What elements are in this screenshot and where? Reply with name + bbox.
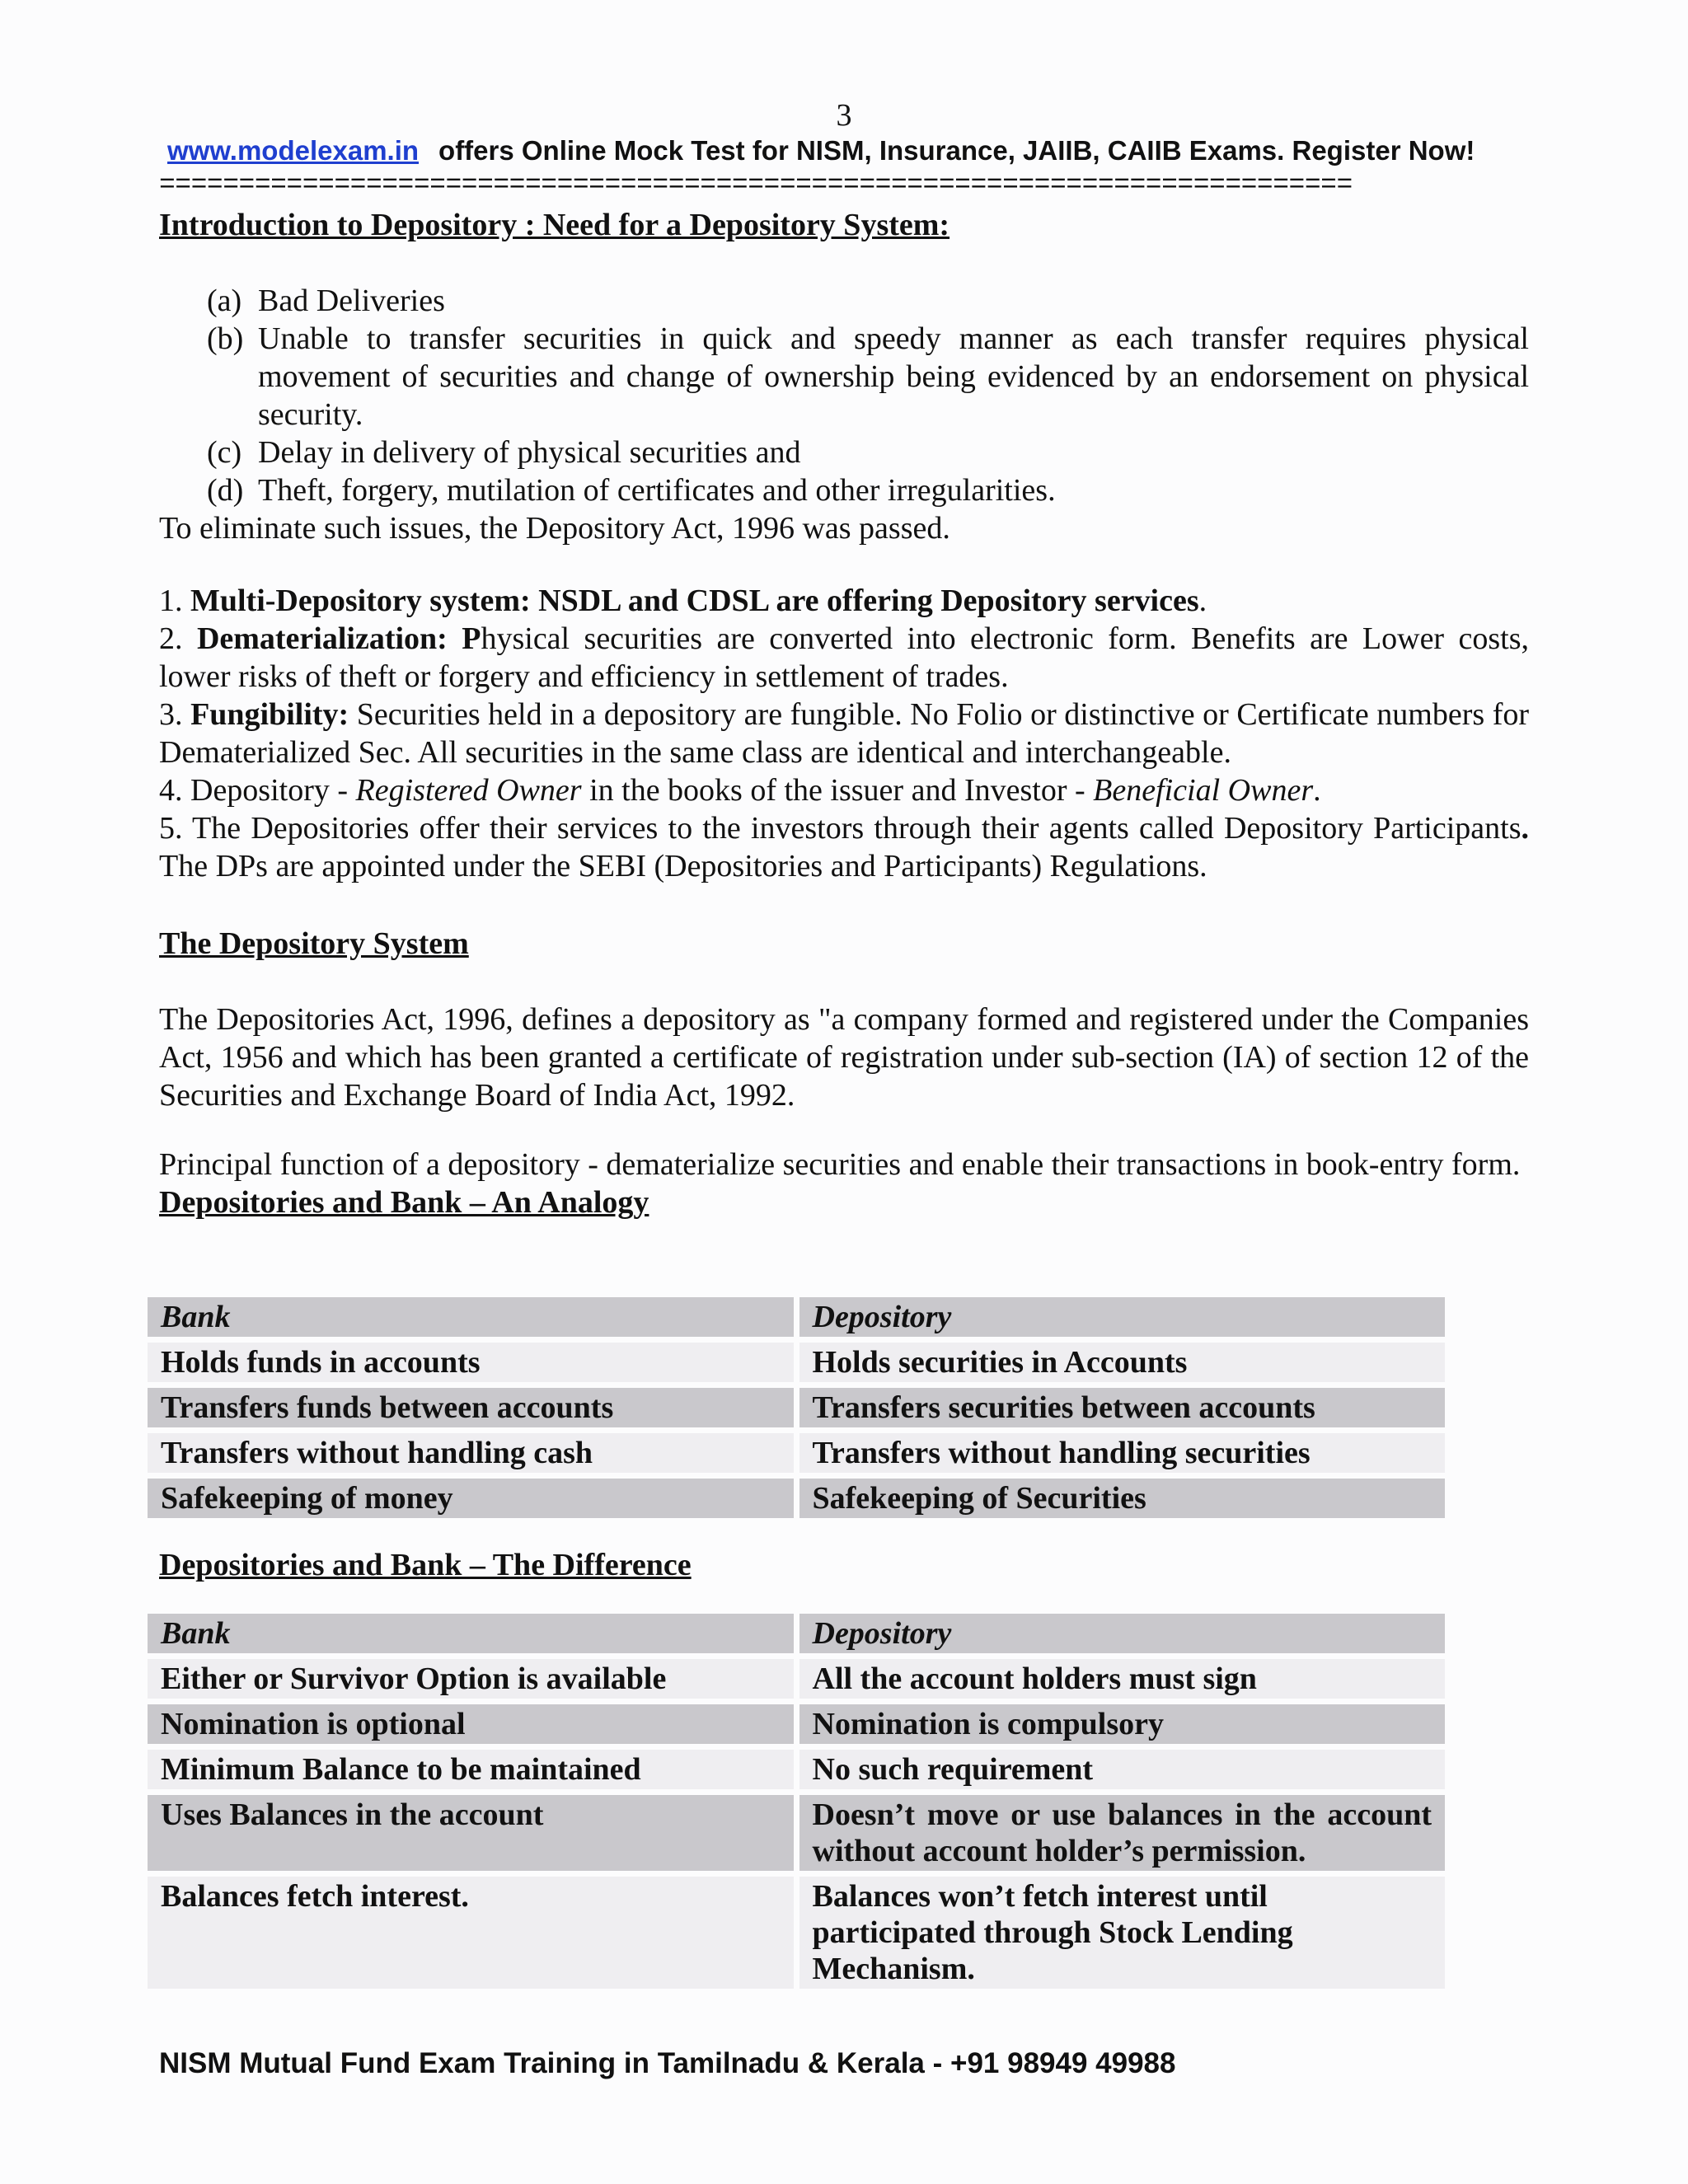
table-cell: Uses Balances in the account xyxy=(148,1795,794,1871)
page-number: 3 xyxy=(836,98,852,133)
table-cell: Transfers securities between accounts xyxy=(799,1388,1446,1427)
point-2: 2. Dematerialization: Physical securities are converted into electronic form. Benefits are Lower costs, lower risks of theft or forgery and efficiency in settlement of trades. xyxy=(159,621,1530,694)
table-row xyxy=(148,1704,1445,1744)
table-cell: Safekeeping of money xyxy=(148,1479,794,1518)
list-item: (b) Unable to transfer securities in quick and speedy manner as each transfer requires physical movement of securities and change of ownership being evidenced by an endorsement on physical security. xyxy=(207,321,1529,432)
depository-system-section xyxy=(159,925,1529,1221)
issues-list xyxy=(159,282,1529,509)
table-cell: Either or Survivor Option is available xyxy=(148,1659,794,1699)
table-cell: Balances fetch interest. xyxy=(148,1877,794,1989)
table-cell: Safekeeping of Securities xyxy=(799,1479,1446,1518)
column-header-bank: Bank xyxy=(148,1614,794,1653)
difference-table xyxy=(142,1608,1451,1994)
header-banner xyxy=(167,134,1475,167)
column-header-depository: Depository xyxy=(799,1297,1446,1337)
intro-conclusion: To eliminate such issues, the Depository Act, 1996 was passed. xyxy=(159,511,950,546)
point-3: 3. Fungibility: Securities held in a depository are fungible. No Folio or distinctive or Certificate numbers for Dematerialized Sec. All securities in the same class are identical and interchangeable. xyxy=(159,697,1530,770)
banner-text: offers Online Mock Test for NISM, Insurance, JAIIB, CAIIB Exams. Register Now! xyxy=(438,135,1475,166)
table-cell: Nomination is compulsory xyxy=(799,1704,1446,1744)
point-5: 5. The Depositories offer their services to the investors through their agents called Depository Participants. The DPs are appointed under the SEBI (Depositories and Participants) Regulations. xyxy=(159,811,1529,883)
table-cell: Holds securities in Accounts xyxy=(799,1343,1446,1382)
table-row xyxy=(148,1388,1445,1427)
table-header-row xyxy=(148,1297,1445,1337)
column-header-depository: Depository xyxy=(799,1614,1446,1653)
intro-heading: Introduction to Depository : Need for a Depository System: xyxy=(159,208,950,242)
point-1: 1. Multi-Depository system: NSDL and CDSL are offering Depository services. xyxy=(159,583,1207,618)
list-item: (a) Bad Deliveries xyxy=(207,284,445,318)
table-row xyxy=(148,1659,1445,1699)
table-row xyxy=(148,1877,1445,1989)
table-cell: No such requirement xyxy=(799,1750,1446,1789)
table-row xyxy=(148,1795,1445,1871)
analogy-heading: Depositories and Bank – An Analogy xyxy=(159,1185,649,1220)
table-cell: Balances won’t fetch interest until participated through Stock Lending Mechanism. xyxy=(799,1877,1446,1989)
site-link[interactable]: www.modelexam.in xyxy=(167,135,420,166)
table-cell: All the account holders must sign xyxy=(799,1659,1446,1699)
separator-line: =========================================================================== xyxy=(159,170,1353,200)
list-item: (c) Delay in delivery of physical securities and xyxy=(207,435,801,470)
difference-heading-block xyxy=(159,1546,1529,1584)
table-header-row xyxy=(148,1614,1445,1653)
table-row xyxy=(148,1479,1445,1518)
system-heading: The Depository System xyxy=(159,926,469,961)
list-item: (d) Theft, forgery, mutilation of certificates and other irregularities. xyxy=(207,473,1056,508)
table-cell: Doesn’t move or use balances in the account without account holder’s permission. xyxy=(799,1795,1446,1871)
difference-heading: Depositories and Bank – The Difference xyxy=(159,1548,692,1582)
principal-function: Principal function of a depository - dematerialize securities and enable their transactions in book-entry form. xyxy=(159,1147,1521,1182)
table-row xyxy=(148,1343,1445,1382)
table-row xyxy=(148,1750,1445,1789)
features-section xyxy=(159,582,1529,885)
system-definition: The Depositories Act, 1996, defines a depository as "a company formed and registered under the Companies Act, 1956 and which has been granted a certificate of registration under sub-section (IA) of section 12 of the Securities and Exchange Board of India Act, 1992. xyxy=(159,1002,1529,1113)
table-cell: Transfers without handling securities xyxy=(799,1433,1446,1473)
table-cell: Minimum Balance to be maintained xyxy=(148,1750,794,1789)
table-cell: Nomination is optional xyxy=(148,1704,794,1744)
footer-text: NISM Mutual Fund Exam Training in Tamilnadu & Kerala - +91 98949 49988 xyxy=(159,2047,1176,2079)
column-header-bank: Bank xyxy=(148,1297,794,1337)
table-cell: Transfers without handling cash xyxy=(148,1433,794,1473)
point-4: 4. Depository - Registered Owner in the books of the issuer and Investor - Beneficial Owner. xyxy=(159,773,1321,808)
table-cell: Holds funds in accounts xyxy=(148,1343,794,1382)
table-row xyxy=(148,1433,1445,1473)
analogy-table xyxy=(142,1291,1451,1524)
table-cell: Transfers funds between accounts xyxy=(148,1388,794,1427)
intro-section xyxy=(159,206,1529,547)
